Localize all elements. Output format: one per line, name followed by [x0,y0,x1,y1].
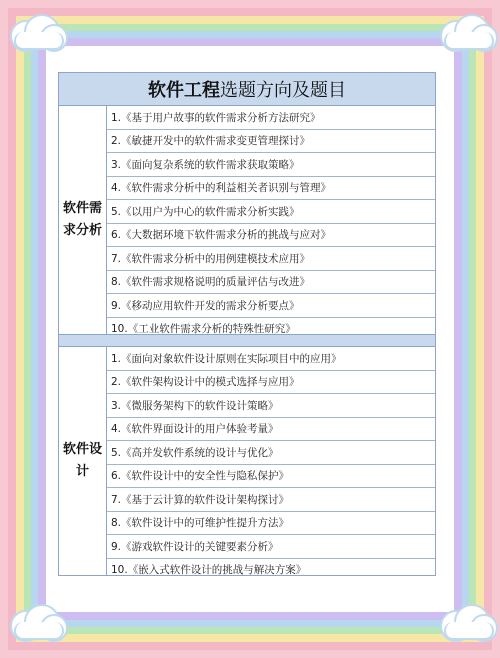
topic-item: 3.《面向复杂系统的软件需求获取策略》 [107,153,435,177]
topic-list [107,347,435,575]
topic-item: 5.《以用户为中心的软件需求分析实践》 [107,200,435,224]
category-label: 软件设计 [59,347,107,575]
topic-item: 2.《软件架构设计中的模式选择与应用》 [107,371,435,395]
topic-item: 6.《大数据环境下软件需求分析的挑战与应对》 [107,224,435,248]
topic-item: 4.《软件需求分析中的利益相关者识别与管理》 [107,177,435,201]
title-bold-part: 软件工程 [148,80,220,101]
topic-item: 7.《软件需求分析中的用例建模技术应用》 [107,247,435,271]
category-label: 软件需求分析 [59,106,107,334]
topic-list [107,106,435,334]
topic-item: 6.《软件设计中的安全性与隐私保护》 [107,465,435,489]
topic-item: 7.《基于云计算的软件设计架构探讨》 [107,488,435,512]
topic-item: 10.《嵌入式软件设计的挑战与解决方案》 [111,564,307,577]
topic-item: 1.《基于用户故事的软件需求分析方法研究》 [107,106,435,130]
topic-item: 4.《软件界面设计的用户体验考量》 [107,418,435,442]
title-rest-part: 选题方向及题目 [220,80,346,101]
section-design [59,347,435,575]
topic-item: 10.《工业软件需求分析的特殊性研究》 [111,323,296,336]
topic-item: 9.《移动应用软件开发的需求分析要点》 [107,294,435,318]
topic-item: 8.《软件需求规格说明的质量评估与改进》 [107,271,435,295]
topic-item: 3.《微服务架构下的软件设计策略》 [107,394,435,418]
topic-item: 8.《软件设计中的可维护性提升方法》 [107,512,435,536]
topic-item: 9.《游戏软件设计的关键要素分析》 [107,535,435,559]
page-title [59,73,435,106]
topic-item: 5.《高并发软件系统的设计与优化》 [107,441,435,465]
cloud-icon [436,604,496,640]
cloud-icon [436,14,496,50]
topic-table [58,72,436,576]
topic-item: 1.《面向对象软件设计原则在实际项目中的应用》 [107,347,435,371]
cloud-icon [6,14,66,50]
section-requirements [59,106,435,334]
topic-item: 2.《敏捷开发中的软件需求变更管理探讨》 [107,130,435,154]
cloud-icon [6,604,66,640]
